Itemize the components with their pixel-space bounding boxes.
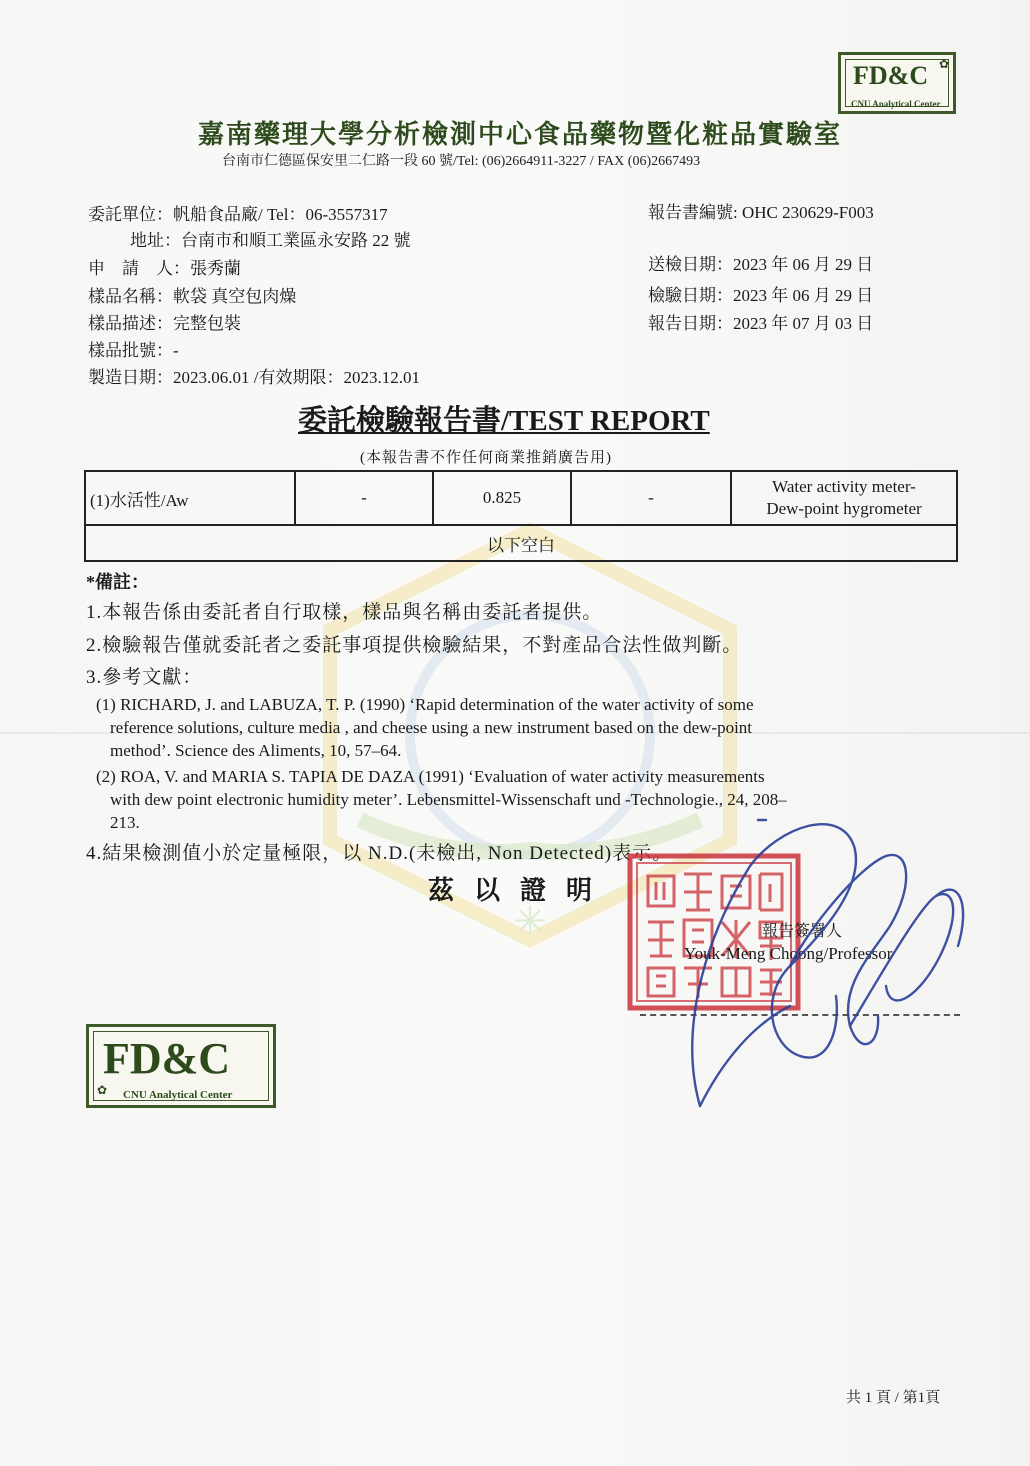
remark-2: 2.檢驗報告僅就委託者之委託事項提供檢驗結果，不對產品合法性做判斷。 [86, 635, 743, 656]
remarks-heading: *備註： [86, 572, 149, 592]
table-row [85, 471, 957, 525]
logo-mark: FD&C [853, 61, 929, 90]
page-number: 共 1 頁 / 第1頁 [846, 1390, 941, 1406]
test-value-cell: 0.825 [433, 471, 571, 525]
method-line-1: Water activity meter- [772, 477, 916, 496]
lab-address: 台南市仁德區保安里二仁路一段 60 號/Tel: (06)2664911-3227 / FAX (06)2667493 [222, 154, 701, 169]
results-table [84, 470, 958, 562]
reference-1 [96, 693, 956, 762]
sample-name: 樣品名稱：軟袋 真空包肉燥 [88, 287, 297, 306]
reference-2-line-3: 213. [110, 813, 140, 832]
certification-text: 茲以證明 [428, 876, 613, 905]
signer-title: 報告簽署人 [762, 923, 843, 940]
method-line-2: Dew-point hygrometer [766, 499, 922, 518]
logo-emblem-icon: ✿ [938, 57, 949, 71]
report-title: 委託檢驗報告書/TEST REPORT [298, 405, 710, 437]
submit-date: 送檢日期：2023 年 06 月 29 日 [648, 255, 874, 274]
report-date: 報告日期：2023 年 07 月 03 日 [648, 314, 874, 333]
logo-subtitle: CNU Analytical Center [123, 1089, 233, 1101]
remark-3: 3.參考文獻： [86, 667, 203, 688]
lab-name: 嘉南藥理大學分析檢測中心食品藥物暨化粧品實驗室 [198, 120, 843, 150]
reference-2-line-2: with dew point electronic humidity meter’. Lebensmittel-Wissenschaft und -Technologie., 24, 208– [110, 790, 787, 809]
reference-1-line-3: method’. Science des Aliments, 10, 57–64. [110, 741, 402, 760]
applicant: 申 請 人：張秀蘭 [88, 259, 241, 278]
fdc-logo-bottom [86, 1024, 276, 1108]
report-number: 報告書編號: OHC 230629-F003 [648, 203, 874, 222]
reference-1-line-2: reference solutions, culture media , and cheese using a new instrument based on the dew-point [110, 718, 753, 737]
logo-subtitle: CNU Analytical Center [851, 99, 941, 109]
handwritten-signature [640, 806, 980, 1116]
test-method-cell [731, 471, 957, 525]
remark-1: 1.本報告係由委託者自行取樣，樣品與名稱由委託者提供。 [86, 602, 603, 623]
test-item-cell: (1)水活性/Aw [85, 471, 295, 525]
table-row [85, 525, 957, 561]
sample-description: 樣品描述：完整包裝 [88, 314, 241, 333]
logo-emblem-icon: ✿ [97, 1083, 108, 1097]
logo-mark: FD&C [103, 1034, 231, 1083]
client-unit: 委託單位：帆船食品廠/ Tel：06-3557317 [88, 205, 388, 224]
fdc-logo-top [838, 52, 956, 114]
test-col4-cell: - [571, 471, 731, 525]
batch-number: 樣品批號：- [88, 341, 179, 360]
blank-note-cell: 以下空白 [85, 525, 957, 561]
client-address: 地址：台南市和順工業區永安路 22 號 [130, 231, 411, 250]
svg-text:✳: ✳ [513, 899, 547, 944]
manufacture-expiry-dates: 製造日期：2023.06.01 /有效期限：2023.12.01 [88, 368, 420, 387]
test-date: 檢驗日期：2023 年 06 月 29 日 [648, 286, 874, 305]
signer-name: Youk-Meng Choong/Professor [684, 944, 893, 963]
reference-2-line-1: (2) ROA, V. and MARIA S. TAPIA DE DAZA (1991) ‘Evaluation of water activity measurements [96, 767, 765, 786]
report-subtitle: (本報告書不作任何商業推銷廣告用) [360, 450, 612, 466]
remark-4: 4.結果檢測值小於定量極限，以 N.D.(未檢出, Non Detected)表示。 [86, 843, 673, 864]
reference-1-line-1: (1) RICHARD, J. and LABUZA, T. P. (1990) ‘Rapid determination of the water activity of some [96, 695, 754, 714]
test-col2-cell: - [295, 471, 433, 525]
